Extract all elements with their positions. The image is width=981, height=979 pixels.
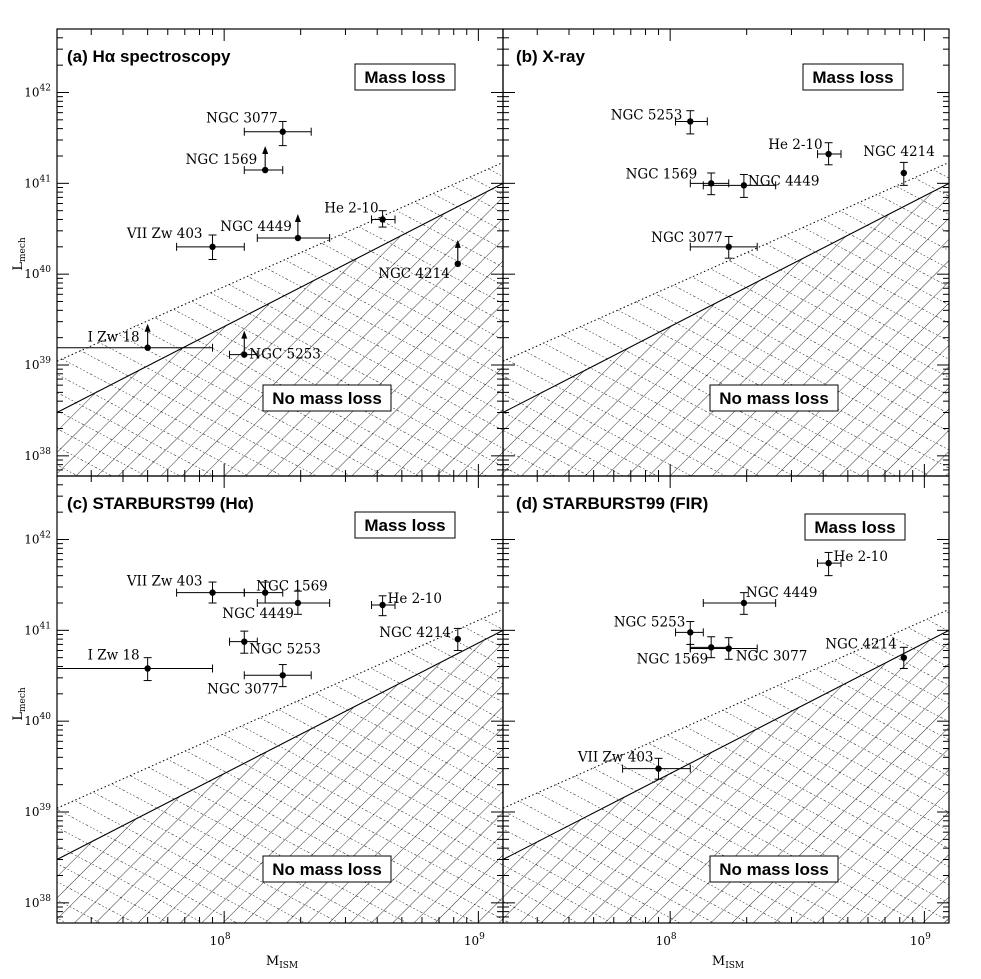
data-point <box>206 111 311 146</box>
point-label: NGC 5253 <box>610 107 683 124</box>
data-marker <box>144 345 150 351</box>
point-label: He 2-10 <box>833 549 888 566</box>
point-label: NGC 5253 <box>249 346 321 363</box>
data-marker <box>687 118 693 124</box>
point-label: NGC 4214 <box>825 636 897 653</box>
data-point <box>186 146 283 174</box>
data-marker <box>295 235 301 241</box>
solid-hatch-region <box>501 183 951 478</box>
point-label: NGC 3077 <box>207 681 279 698</box>
data-point <box>230 631 321 658</box>
no-mass-loss-label: No mass loss <box>719 389 829 408</box>
y-tick-label: $10^{39}$ <box>24 356 51 373</box>
panel-title: (d) STARBURST99 (FIR) <box>516 494 709 513</box>
mass-loss-label: Mass loss <box>364 68 446 87</box>
data-point <box>207 665 311 698</box>
data-marker <box>379 216 385 222</box>
panel-d <box>501 476 951 948</box>
point-label: He 2-10 <box>324 200 379 217</box>
data-marker <box>687 629 693 635</box>
data-marker <box>825 151 831 157</box>
point-label: NGC 3077 <box>735 648 808 665</box>
data-point <box>57 648 213 681</box>
data-point <box>611 107 708 133</box>
panel-b <box>501 29 951 478</box>
mass-loss-label: Mass loss <box>814 518 896 537</box>
data-point <box>372 591 442 616</box>
data-marker <box>280 129 286 135</box>
mass-loss-label: Mass loss <box>812 68 894 87</box>
no-mass-loss-label: No mass loss <box>719 860 829 879</box>
point-label: NGC 5253 <box>613 614 686 631</box>
data-point <box>703 173 819 197</box>
panel-title: (c) STARBURST99 (Hα) <box>67 494 254 513</box>
data-marker <box>280 672 286 678</box>
data-point <box>126 574 244 603</box>
panel-title: (b) X-ray <box>516 47 585 66</box>
panel-c <box>24 476 505 948</box>
data-marker <box>455 636 461 642</box>
arrow-head <box>262 146 268 154</box>
y-tick-label: $10^{42}$ <box>24 530 51 547</box>
y-tick-label: $10^{41}$ <box>24 621 51 638</box>
point-label: NGC 5253 <box>249 641 321 658</box>
data-point <box>818 549 888 576</box>
point-label: VII Zw 403 <box>577 749 654 766</box>
mass-loss-label: Mass loss <box>364 516 446 535</box>
y-tick-label: $10^{39}$ <box>24 803 51 820</box>
point-label: NGC 3077 <box>206 110 278 127</box>
point-label: He 2-10 <box>768 137 823 154</box>
x-axis-label-right: $M_{ISM}$ <box>711 954 745 971</box>
data-marker <box>241 638 247 644</box>
point-label: NGC 4449 <box>220 219 292 236</box>
point-label: NGC 1569 <box>185 152 258 169</box>
data-marker <box>455 261 461 267</box>
y-tick-label: $10^{41}$ <box>24 174 51 191</box>
point-label: NGC 3077 <box>651 229 723 246</box>
no-mass-loss-label: No mass loss <box>272 389 382 408</box>
x-tick-label: $10^9$ <box>463 932 485 948</box>
data-marker <box>655 765 661 771</box>
no-mass-loss-label: No mass loss <box>272 860 382 879</box>
panel-title: (a) Hα spectroscopy <box>67 47 231 66</box>
point-label: NGC 4214 <box>379 625 451 642</box>
data-marker <box>726 645 732 651</box>
y-tick-label: $10^{38}$ <box>24 446 51 463</box>
point-label: NGC 4214 <box>863 143 935 160</box>
point-label: NGC 4449 <box>745 584 818 601</box>
data-marker <box>741 182 747 188</box>
y-tick-label: $10^{40}$ <box>24 265 51 282</box>
data-marker <box>241 351 247 357</box>
y-tick-label: $10^{38}$ <box>24 893 51 910</box>
data-marker <box>262 167 268 173</box>
point-label: I Zw 18 <box>87 647 140 664</box>
data-marker <box>209 589 215 595</box>
point-label: NGC 1569 <box>636 651 709 668</box>
point-label: NGC 4214 <box>378 265 450 282</box>
point-label: NGC 4449 <box>747 173 820 190</box>
data-point <box>768 137 841 165</box>
x-tick-label: $10^9$ <box>909 932 931 948</box>
x-tick-label: $10^8$ <box>209 932 231 948</box>
x-tick-label: $10^8$ <box>655 932 677 948</box>
point-label: He 2-10 <box>387 591 442 608</box>
data-marker <box>295 600 301 606</box>
panel-a <box>24 29 505 478</box>
point-label: I Zw 18 <box>87 329 140 346</box>
data-point <box>626 166 729 194</box>
arrow-head <box>295 214 301 222</box>
y-axis-label-bottom: $L_{mech}$ <box>11 687 28 721</box>
data-point <box>651 230 757 258</box>
data-marker <box>144 665 150 671</box>
data-marker <box>379 602 385 608</box>
data-marker <box>209 244 215 250</box>
point-label: NGC 1569 <box>625 166 698 183</box>
y-tick-label: $10^{40}$ <box>24 712 51 729</box>
data-point <box>220 214 329 242</box>
data-point <box>222 591 329 622</box>
y-tick-label: $10^{42}$ <box>24 83 51 100</box>
data-marker <box>825 560 831 566</box>
data-marker <box>708 644 714 650</box>
point-label: NGC 1569 <box>256 578 328 595</box>
data-marker <box>726 244 732 250</box>
y-axis-label-top: $L_{mech}$ <box>11 237 28 271</box>
data-point <box>614 614 704 644</box>
x-axis-label-left: $M_{ISM}$ <box>265 954 299 971</box>
point-label: VII Zw 403 <box>126 573 203 590</box>
data-point <box>637 637 729 668</box>
point-label: VII Zw 403 <box>126 225 203 242</box>
point-label: NGC 4449 <box>222 605 294 622</box>
data-point <box>703 585 817 614</box>
data-marker <box>901 654 907 660</box>
data-marker <box>901 170 907 176</box>
